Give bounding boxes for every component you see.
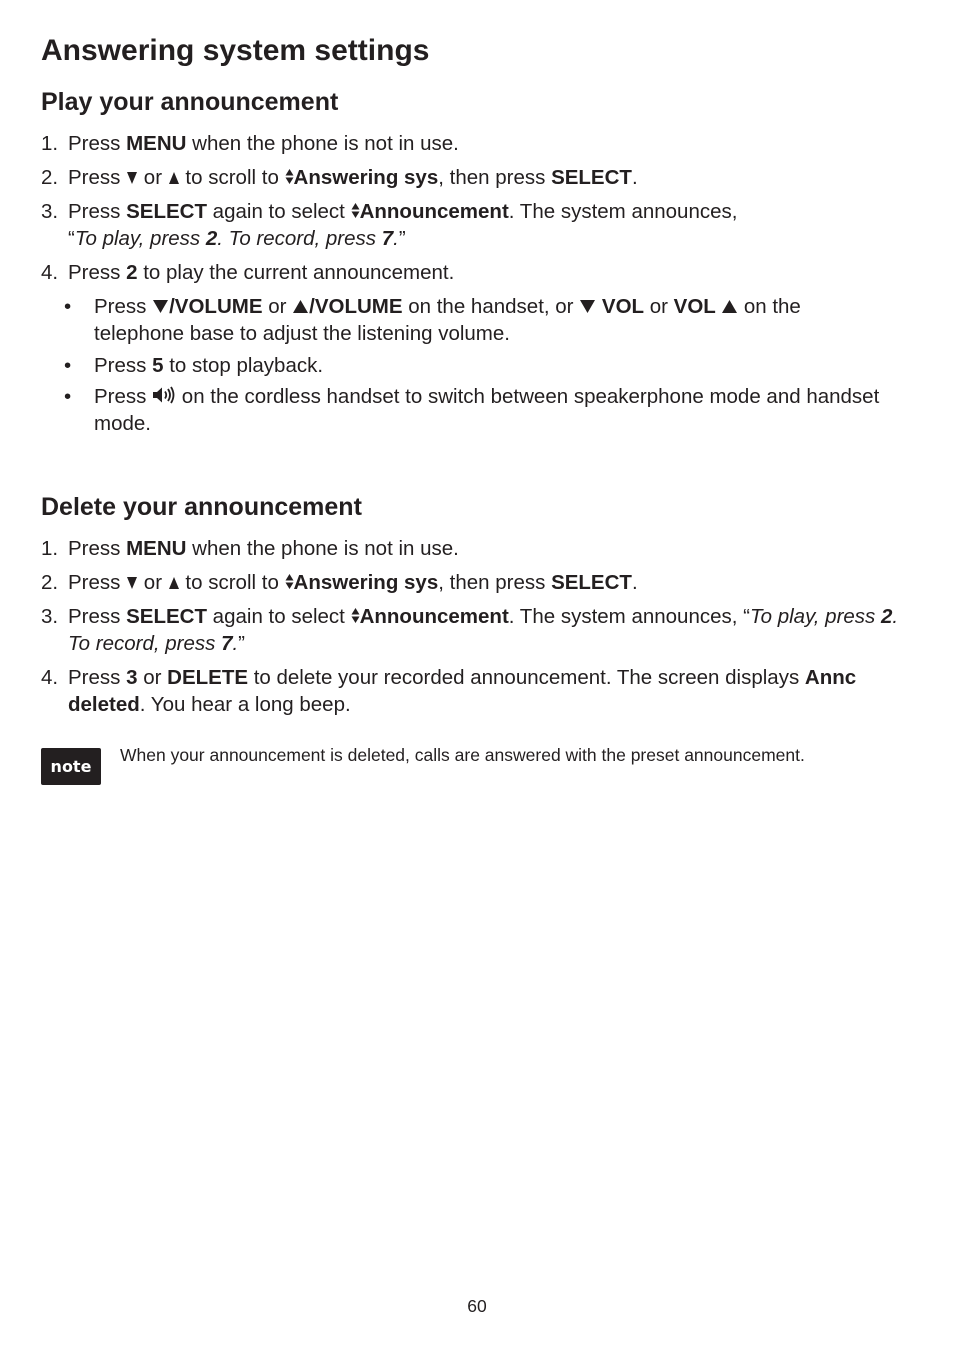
step-number: 1. <box>41 132 59 155</box>
step-text: Press MENU when the phone is not in use. <box>68 537 459 560</box>
note-text: When your announcement is deleted, calls are answered with the preset announcement. <box>120 745 805 765</box>
step-text: Press 2 to play the current announcement. <box>68 261 455 284</box>
play-announcement-heading: Play your announcement <box>41 88 339 116</box>
bullet-text: Press 5 to stop playback. <box>94 354 324 377</box>
up-triangle-icon <box>168 575 180 590</box>
page-title: Answering system settings <box>41 34 430 67</box>
note-badge: note <box>41 748 101 785</box>
key-select: SELECT <box>126 200 207 223</box>
menu-answering-sys: Answering sys <box>293 571 439 594</box>
down-triangle-icon <box>579 298 596 314</box>
up-down-arrows-icon <box>285 168 294 185</box>
up-down-arrows-icon <box>351 202 360 219</box>
step-number: 1. <box>41 537 59 560</box>
key-delete: DELETE <box>167 666 249 689</box>
page-number: 60 <box>467 1296 487 1316</box>
menu-answering-sys: Answering sys <box>293 166 439 189</box>
key-menu: MENU <box>126 537 187 560</box>
bullet-text: Press /VOLUME or /VOLUME on the handset, or VOL or VOL on the telephone base to adjust the listening volume. <box>94 295 801 345</box>
down-triangle-icon <box>152 298 169 314</box>
screen-message: Annc deleted <box>68 666 857 716</box>
delete-announcement-heading: Delete your announcement <box>41 493 362 521</box>
step-number: 4. <box>41 666 59 689</box>
up-triangle-icon <box>721 298 738 314</box>
up-triangle-icon <box>292 298 309 314</box>
step-number: 3. <box>41 605 59 628</box>
bullet-text: Press on the cordless handset to switch between speakerphone mode and handset mode. <box>94 385 880 435</box>
step-number: 2. <box>41 166 59 189</box>
key-select: SELECT <box>551 166 632 189</box>
step-text: Press or to scroll to Answering sys, then press SELECT. <box>68 166 638 189</box>
step-number: 4. <box>41 261 59 284</box>
key-3: 3 <box>126 666 138 689</box>
step-number: 2. <box>41 571 59 594</box>
step-text: Press MENU when the phone is not in use. <box>68 132 459 155</box>
down-triangle-icon <box>126 170 138 185</box>
key-2: 2 <box>126 261 138 284</box>
step-text: Press 3 or DELETE to delete your recorded announcement. The screen displays Annc deleted. You hear a long beep. <box>68 666 857 716</box>
bullet-dot: • <box>64 354 72 377</box>
step-text: Press SELECT again to select Announcement. The system announces, “To play, press 2. To record, press 7.” <box>68 200 738 250</box>
bullet-dot: • <box>64 385 72 408</box>
menu-announcement: Announcement <box>359 200 509 223</box>
up-down-arrows-icon <box>285 573 294 590</box>
menu-announcement: Announcement <box>359 605 509 628</box>
key-5: 5 <box>152 354 164 377</box>
up-down-arrows-icon <box>351 607 360 624</box>
key-menu: MENU <box>126 132 187 155</box>
up-triangle-icon <box>168 170 180 185</box>
step-number: 3. <box>41 200 59 223</box>
bullet-dot: • <box>64 295 72 318</box>
down-triangle-icon <box>126 575 138 590</box>
step-text: Press or to scroll to Answering sys, then press SELECT. <box>68 571 638 594</box>
step-text: Press SELECT again to select Announcement. The system announces, “To play, press 2. To record, press 7.” <box>68 605 899 655</box>
speakerphone-icon <box>152 386 176 404</box>
key-select: SELECT <box>126 605 207 628</box>
key-select: SELECT <box>551 571 632 594</box>
